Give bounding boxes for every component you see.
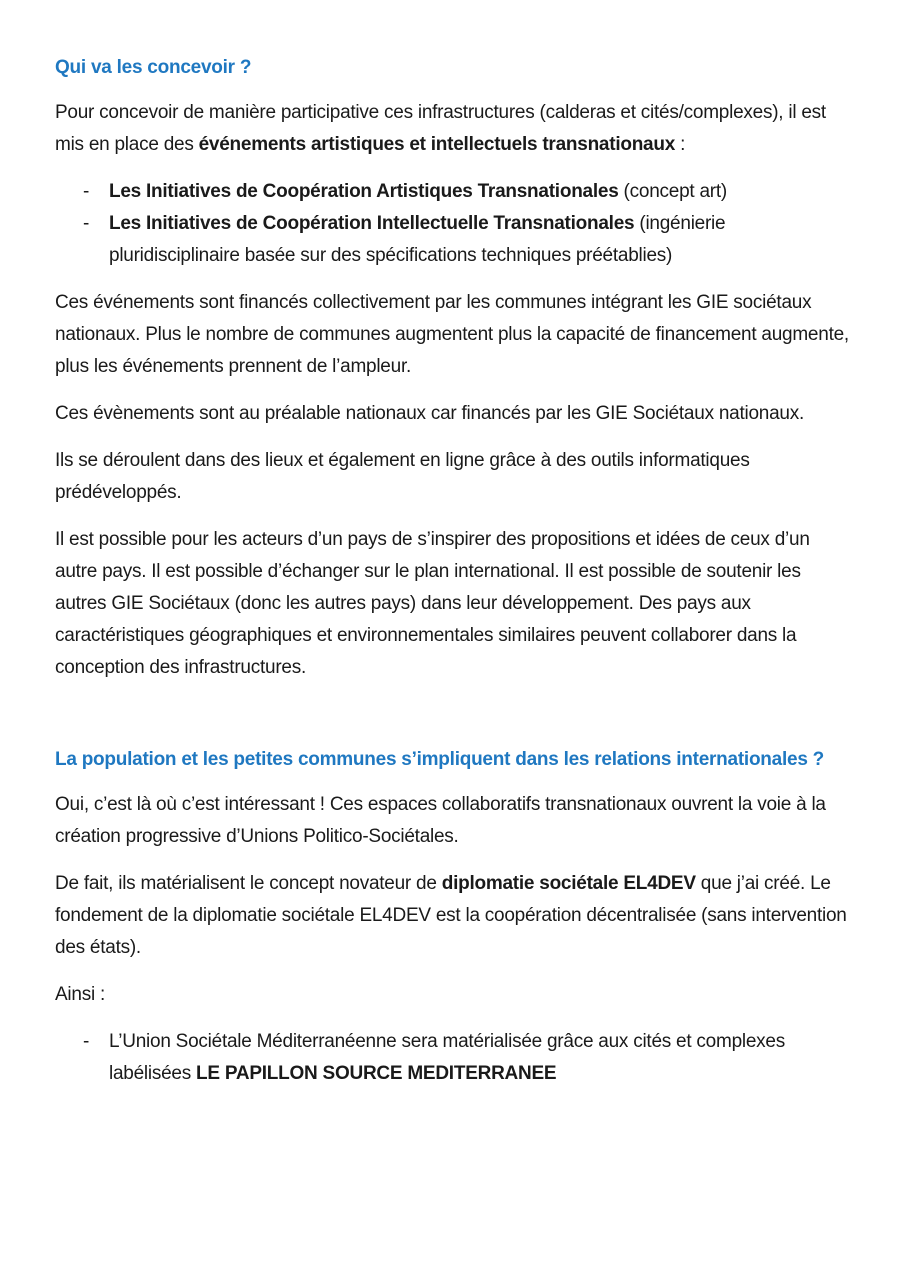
list-dash: - (83, 1031, 90, 1052)
list-item (55, 176, 855, 208)
list-dash: - (83, 181, 90, 202)
bold-text: diplomatie sociétale EL4DEV (441, 873, 696, 894)
paragraph (55, 868, 855, 964)
bold-text: Les Initiatives de Coopération Artistiques Transnationales (109, 181, 619, 202)
text-run: De fait, ils matérialisent le concept novateur de (55, 873, 442, 894)
list-item (55, 1026, 855, 1090)
bold-text: Les Initiatives de Coopération Intellectuelle Transnationales (109, 213, 635, 234)
paragraph: Ces évènements sont au préalable nationaux car financés par les GIE Sociétaux nationaux. (55, 403, 805, 424)
paragraph: Il est possible pour les acteurs d’un pays de s’inspirer des propositions et idées de ceux d’un autre pays. Il est possible d’échanger sur le plan international. Il est possible de soutenir les autres GIE Sociétaux (donc les autres pays) dans leur développement. Des pays aux caractéristiques géographiques et environnementales similaires peuvent collaborer dans la conception des infrastructures. (55, 529, 810, 678)
text-run: Pour concevoir de manière participative ces infrastructures (calderas et cités/complexes), il est mis en place des (55, 102, 826, 155)
paragraph (55, 97, 855, 161)
paragraph: Ces événements sont financés collectivement par les communes intégrant les GIE sociétaux nationaux. Plus le nombre de communes augmentent plus la capacité de financement augmente, plus les événements prennent de l’ampleur. (55, 292, 849, 377)
spacer (55, 699, 855, 744)
list-item (55, 208, 855, 272)
list-dash: - (83, 213, 90, 234)
text-run: (concept art) (618, 181, 727, 202)
text-run: (ingénierie pluridisciplinaire basée sur des spécifications techniques préétablies) (109, 213, 726, 266)
section-heading: La population et les petites communes s’impliquent dans les relations internationales ? (55, 749, 825, 770)
bold-text: événements artistiques et intellectuels transnationaux (198, 134, 676, 155)
text-run: L’Union Sociétale Méditerranéenne sera matérialisée grâce aux cités et complexes labélisées (109, 1031, 785, 1084)
section-heading: Qui va les concevoir ? (55, 57, 252, 78)
bold-text: LE PAPILLON SOURCE MEDITERRANEE (196, 1063, 557, 1084)
paragraph: Oui, c’est là où c’est intéressant ! Ces espaces collaboratifs transnationaux ouvrent la voie à la création progressive d’Unions Politico-Sociétales. (55, 794, 826, 847)
text-run: : (675, 134, 686, 155)
bullet-list (55, 1026, 855, 1090)
document-page (55, 52, 855, 1105)
paragraph: Ainsi : (55, 984, 105, 1005)
bullet-list (55, 176, 855, 272)
text-run: que j’ai créé. Le fondement de la diplomatie sociétale EL4DEV est la coopération décentralisée (sans intervention des états). (55, 873, 847, 958)
paragraph: Ils se déroulent dans des lieux et également en ligne grâce à des outils informatiques prédéveloppés. (55, 450, 750, 503)
